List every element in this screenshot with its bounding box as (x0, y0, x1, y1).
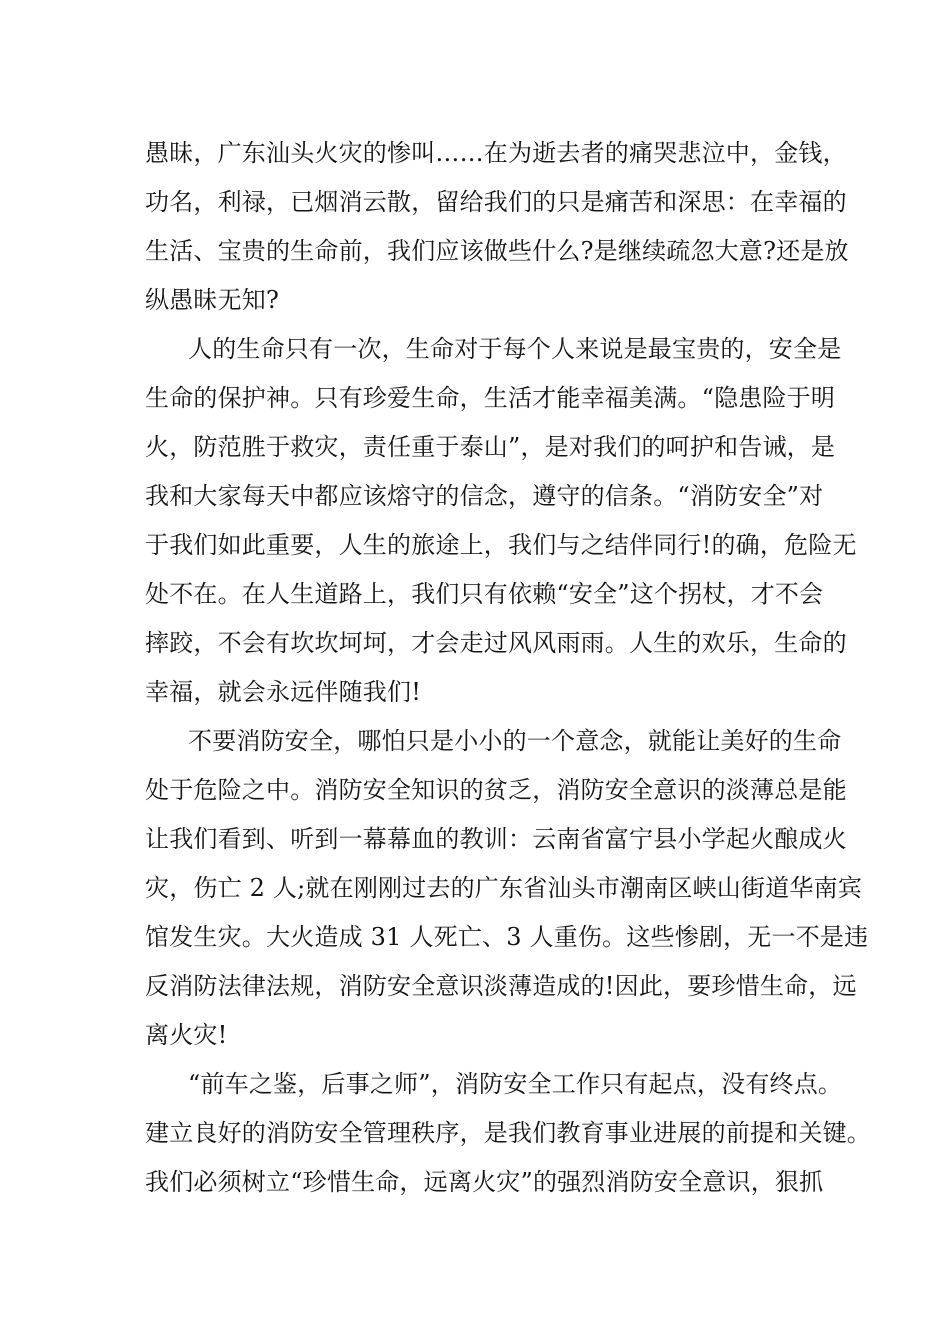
paragraph-4-line-1: “前车之鉴，后事之师”，消防安全工作只有起点，没有终点。 (188, 1070, 843, 1098)
paragraph-4-line-2: 建立良好的消防安全管理秩序，是我们教育事业进展的前提和关键。 (145, 1119, 871, 1147)
paragraph-1-line-4: 纵愚昧无知? (145, 286, 280, 314)
paragraph-2-line-6: 处不在。在人生道路上，我们只有依赖“安全”这个拐杖，才不会 (145, 580, 824, 608)
paragraph-3-line-4: 灾，伤亡 2 人;就在刚刚过去的广东省汕头市潮南区峡山街道华南宾 (145, 874, 863, 902)
paragraph-2-line-7: 摔跤，不会有坎坎坷坷，才会走过风风雨雨。人生的欢乐，生命的 (145, 629, 847, 657)
paragraph-2-line-5: 于我们如此重要，人生的旅途上，我们与之结伴同行!的确，危险无 (145, 531, 857, 559)
paragraph-3-line-2: 处于危险之中。消防安全知识的贫乏，消防安全意识的淡薄总是能 (145, 776, 847, 804)
paragraph-3-line-6: 反消防法律法规，消防安全意识淡薄造成的!因此，要珍惜生命，远 (145, 972, 857, 1000)
paragraph-4-line-3: 我们必须树立“珍惜生命，远离火灾”的强烈消防安全意识，狠抓 (145, 1168, 824, 1196)
paragraph-2-line-2: 生命的保护神。只有珍爱生命，生活才能幸福美满。“隐患险于明 (145, 384, 836, 412)
paragraph-3-line-1: 不要消防安全，哪怕只是小小的一个意念，就能让美好的生命 (188, 727, 842, 755)
paragraph-2-line-1: 人的生命只有一次，生命对于每个人来说是最宝贵的，安全是 (188, 335, 842, 363)
paragraph-1-line-3: 生活、宝贵的生命前，我们应该做些什么?是继续疏忽大意?还是放 (145, 237, 849, 265)
paragraph-3-line-7: 离火灾! (145, 1021, 228, 1049)
paragraph-2-line-3: 火，防范胜于救灾，责任重于泰山”，是对我们的呵护和告诫，是 (145, 433, 836, 461)
paragraph-2-line-4: 我和大家每天中都应该熔守的信念，遵守的信条。“消防安全”对 (145, 482, 824, 510)
paragraph-3-line-5: 馆发生灾。大火造成 31 人死亡、3 人重伤。这些惨剧，无一不是违 (145, 923, 869, 951)
paragraph-1-line-1: 愚昧，广东汕头火灾的惨叫……在为逝去者的痛哭悲泣中，金钱， (145, 139, 847, 167)
paragraph-1-line-2: 功名，利禄，已烟消云散，留给我们的只是痛苦和深思：在幸福的 (145, 188, 847, 216)
paragraph-3-line-3: 让我们看到、听到一幕幕血的教训：云南省富宁县小学起火酿成火 (145, 825, 847, 853)
paragraph-2-line-8: 幸福，就会永远伴随我们! (145, 678, 422, 706)
